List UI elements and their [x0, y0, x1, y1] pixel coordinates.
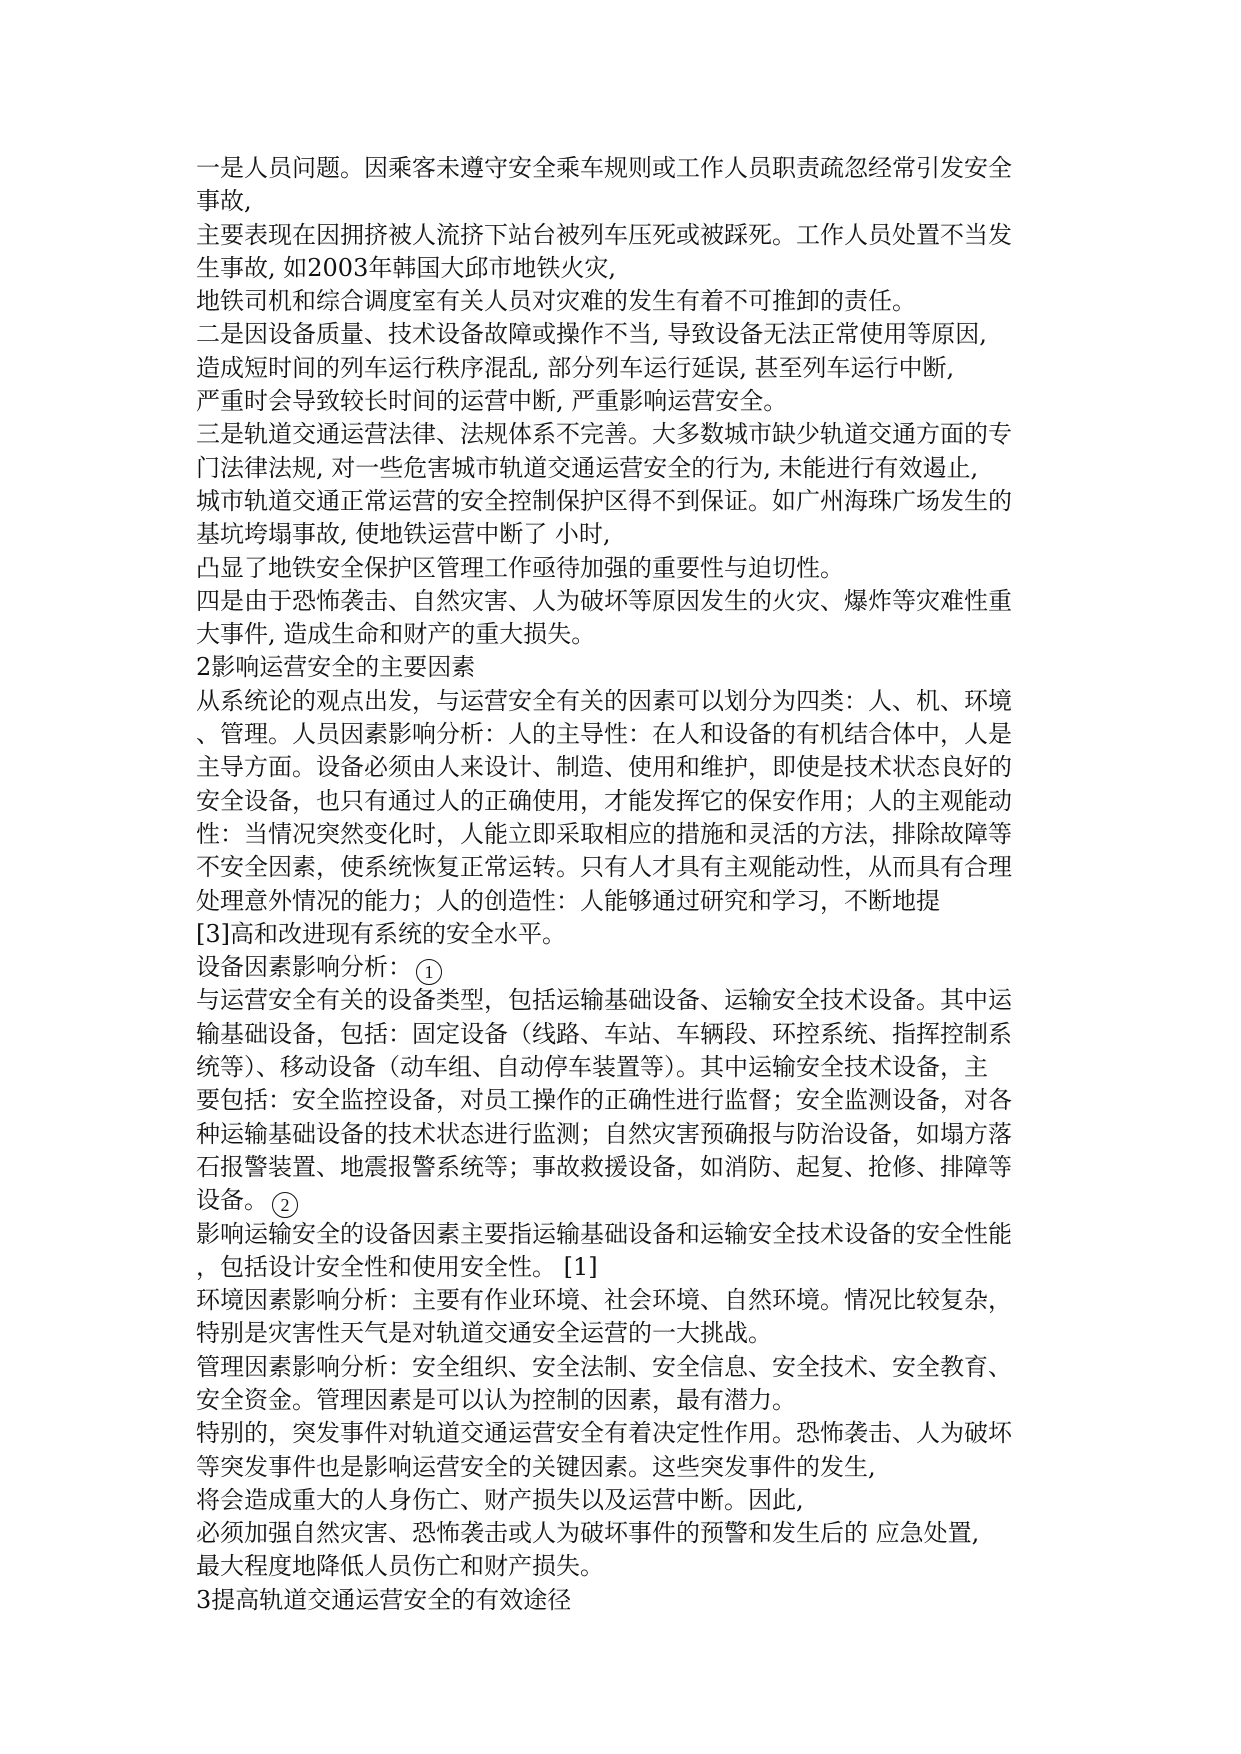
text-line-with-marker — [196, 1184, 1056, 1217]
text-line: [3]高和改进现有系统的安全水平。 — [196, 919, 566, 948]
text-line: 凸显了地铁安全保护区管理工作亟待加强的重要性与迫切性。 — [196, 553, 844, 582]
text-line: 特别是灾害性天气是对轨道交通安全运营的一大挑战。 — [196, 1319, 772, 1348]
text-line: 二是因设备质量、技术设备故障或操作不当, 导致设备无法正常使用等原因, — [196, 320, 987, 349]
text-line: 一是人员问题。因乘客未遵守安全乘车规则或工作人员职责疏忽经常引发安全 — [196, 154, 1012, 182]
text-line: 安全设备，也只有通过人的正确使用，才能发挥它的保安作用；人的主观能动 — [196, 786, 1012, 815]
text-line: 性：当情况突然变化时，人能立即采取相应的措施和灵活的方法，排除故障等 — [196, 819, 1012, 848]
text-line: 最大程度地降低人员伤亡和财产损失。 — [196, 1552, 604, 1581]
text-line: 造成短时间的列车运行秩序混乱, 部分列车运行延误, 甚至列车运行中断, — [196, 353, 955, 382]
text-line: 影响运输安全的设备因素主要指运输基础设备和运输安全技术设备的安全性能 — [196, 1219, 1012, 1248]
text-line: 生事故, 如2003年韩国大邱市地铁火灾, — [196, 253, 616, 282]
text-line: 事故, — [196, 187, 252, 216]
text-line: 、管理。人员因素影响分析：人的主导性：在人和设备的有机结合体中，人是 — [196, 720, 1012, 749]
text-line: 统等）、移动设备（动车组、自动停车装置等）。其中运输安全技术设备，主 — [196, 1053, 988, 1082]
text-line: 特别的，突发事件对轨道交通运营安全有着决定性作用。恐怖袭击、人为破坏 — [196, 1419, 1012, 1448]
text-line: 要包括：安全监控设备，对员工操作的正确性进行监督；安全监测设备，对各 — [196, 1086, 1012, 1115]
text-line: 将会造成重大的人身伤亡、财产损失以及运营中断。因此, — [196, 1485, 804, 1514]
text-line: 处理意外情况的能力；人的创造性：人能够通过研究和学习，不断地提 — [196, 886, 940, 915]
text-segment: 设备因素影响分析： — [196, 953, 412, 982]
text-line: 与运营安全有关的设备类型，包括运输基础设备、运输安全技术设备。其中运 — [196, 986, 1012, 1015]
text-line: 大事件, 造成生命和财产的重大损失。 — [196, 620, 596, 649]
text-line: 门法律法规, 对一些危害城市轨道交通运营安全的行为, 未能进行有效遏止, — [196, 453, 979, 482]
document-body — [196, 152, 1056, 1617]
text-line: 输基础设备，包括：固定设备（线路、车站、车辆段、环控系统、指挥控制系 — [196, 1019, 1012, 1048]
text-line: 不安全因素，使系统恢复正常运转。只有人才具有主观能动性，从而具有合理 — [196, 853, 1012, 882]
text-line: 基坑垮塌事故, 使地铁运营中断了 小时, — [196, 520, 611, 549]
text-line: 主要表现在因拥挤被人流挤下站台被列车压死或被踩死。工作人员处置不当发 — [196, 220, 1012, 249]
text-line: 等突发事件也是影响运营安全的关键因素。这些突发事件的发生, — [196, 1452, 876, 1481]
text-segment: 设备。 — [196, 1186, 268, 1215]
text-line: 城市轨道交通正常运营的安全控制保护区得不到保证。如广州海珠广场发生的 — [196, 486, 1012, 515]
text-line: 主导方面。设备必须由人来设计、制造、使用和维护，即使是技术状态良好的 — [196, 753, 1012, 782]
text-line: 种运输基础设备的技术状态进行监测；自然灾害预确报与防治设备，如塌方落 — [196, 1119, 1012, 1148]
text-line: 石报警装置、地震报警系统等；事故救援设备，如消防、起复、抢修、排障等 — [196, 1152, 1012, 1181]
text-line: 地铁司机和综合调度室有关人员对灾难的发生有着不可推卸的责任。 — [196, 287, 916, 316]
section-heading: 3提高轨道交通运营安全的有效途径 — [196, 1585, 572, 1614]
text-line: 必须加强自然灾害、恐怖袭击或人为破坏事件的预警和发生后的 应急处置, — [196, 1519, 980, 1548]
text-line: 安全资金。管理因素是可以认为控制的因素，最有潜力。 — [196, 1385, 796, 1414]
text-line-with-marker — [196, 951, 1056, 984]
text-line: 三是轨道交通运营法律、法规体系不完善。大多数城市缺少轨道交通方面的专 — [196, 420, 1012, 449]
text-line: 严重时会导致较长时间的运营中断, 严重影响运营安全。 — [196, 387, 788, 416]
text-line: 四是由于恐怖袭击、自然灾害、人为破坏等原因发生的火灾、爆炸等灾难性重 — [196, 586, 1012, 615]
text-line: 管理因素影响分析：安全组织、安全法制、安全信息、安全技术、安全教育、 — [196, 1352, 1012, 1381]
circled-number-marker: 1 — [416, 959, 442, 985]
text-line: 环境因素影响分析：主要有作业环境、社会环境、自然环境。情况比较复杂， — [196, 1286, 1012, 1315]
text-line: 从系统论的观点出发，与运营安全有关的因素可以划分为四类：人、机、环境 — [196, 686, 1012, 715]
text-line: ，包括设计安全性和使用安全性。 [1] — [196, 1252, 598, 1281]
section-heading: 2影响运营安全的主要因素 — [196, 653, 476, 682]
circled-number-marker: 2 — [272, 1192, 298, 1218]
